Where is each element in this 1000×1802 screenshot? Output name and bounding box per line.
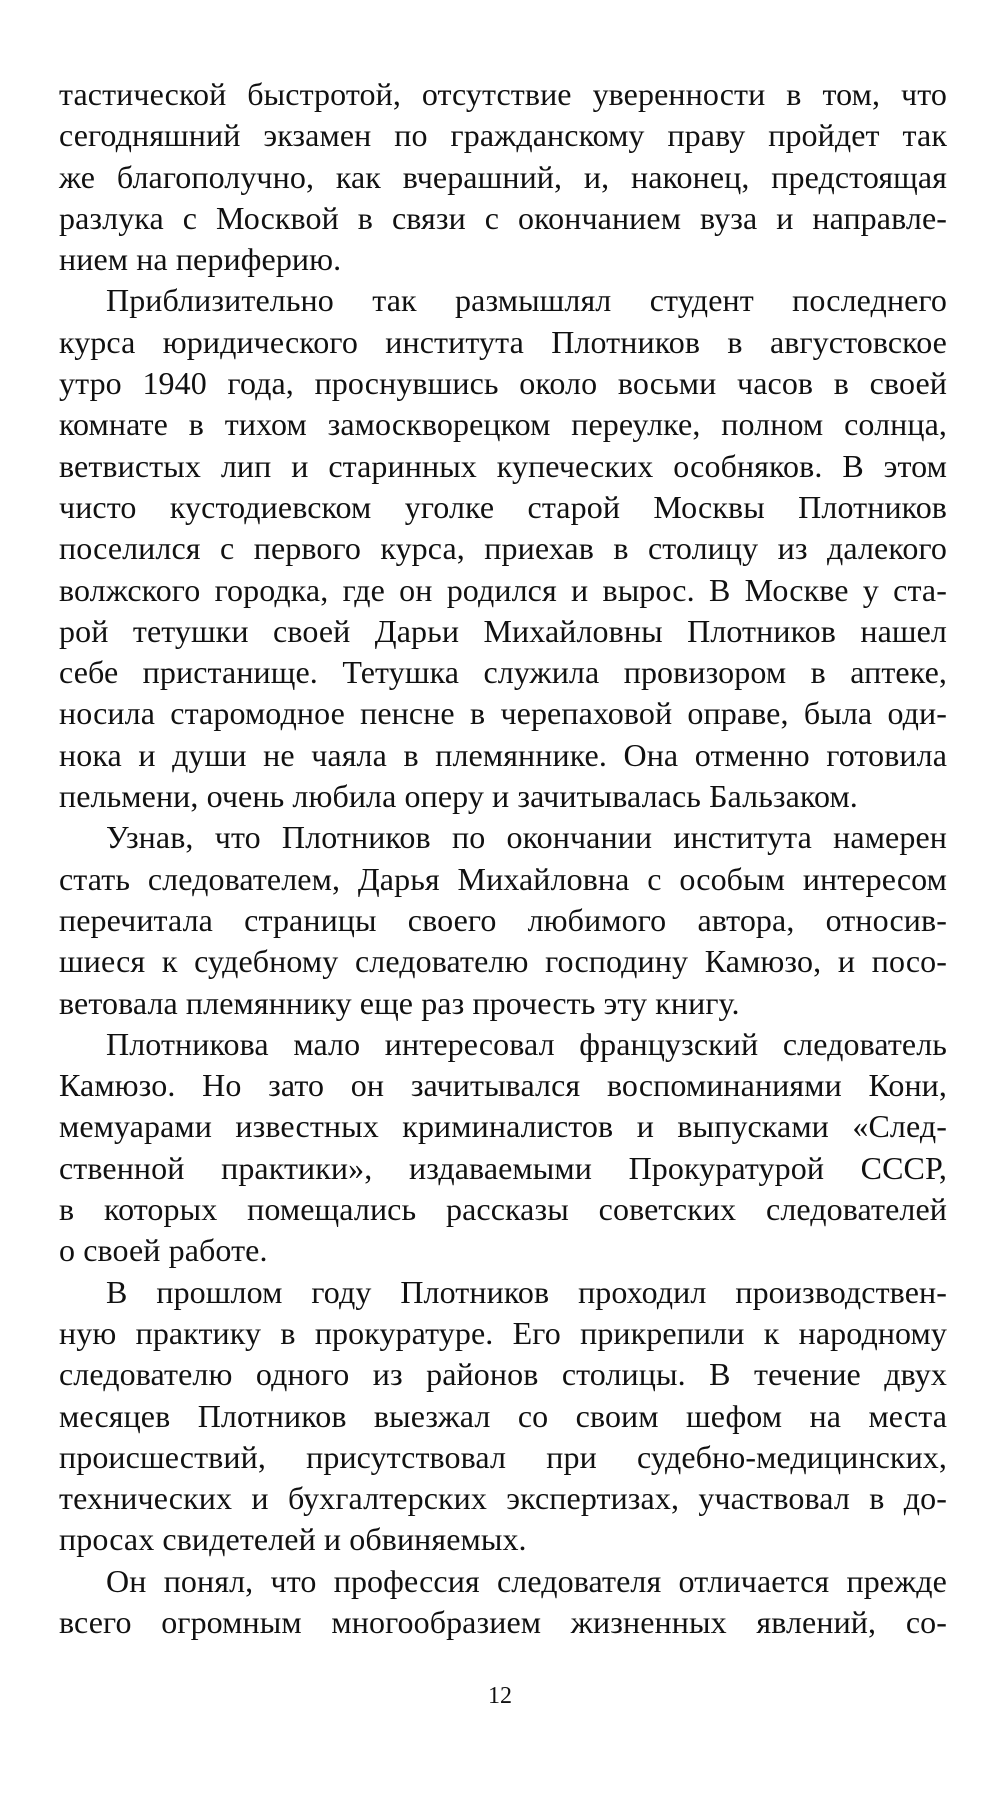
text-line: ственной практики», издаваемыми Прокуратурой СССР, [59, 1149, 947, 1186]
text-line: курса юридического института Плотников в августовское [59, 323, 947, 360]
text-line: месяцев Плотников выезжал со своим шефом на места [59, 1397, 947, 1434]
text-line: всего огромным многообразием жизненных явлений, со- [59, 1603, 947, 1640]
text-line: ветовала племяннику еще раз прочесть эту книгу. [59, 984, 740, 1021]
text-line: нием на периферию. [59, 241, 342, 278]
text-line: чисто кустодиевском уголке старой Москвы Плотников [59, 488, 947, 525]
text-line: тастической быстротой, отсутствие уверенности в том, что [59, 76, 947, 112]
text-line: нока и души не чаяла в племяннике. Она отменно готовила [59, 736, 947, 773]
text-line: о своей работе. [59, 1232, 268, 1269]
text-line: В прошлом году Плотников проходил производствен- [106, 1273, 947, 1310]
text-line: Плотникова мало интересовал французский следователь [106, 1025, 947, 1062]
text-line: ветвистых лип и старинных купеческих особняков. В этом [59, 447, 947, 484]
text-line: шиеся к судебному следователю господину Камюзо, и посо- [59, 943, 947, 980]
text-line: Камюзо. Но зато он зачитывался воспоминаниями Кони, [59, 1067, 947, 1104]
text-line: происшествий, присутствовал при судебно-медицинских, [59, 1438, 947, 1475]
text-line: следователю одного из районов столицы. В течение двух [59, 1356, 947, 1393]
text-line: просах свидетелей и обвиняемых. [59, 1521, 527, 1558]
text-line: Узнав, что Плотников по окончании института намерен [106, 819, 947, 856]
text-line: стать следователем, Дарья Михайловна с особым интересом [59, 860, 947, 897]
text-line: в которых помещались рассказы советских следователей [59, 1191, 947, 1228]
text-line: технических и бухгалтерских экспертизах, участвовал в до- [59, 1480, 947, 1517]
text-line: себе пристанище. Тетушка служила провизором в аптеке, [59, 654, 947, 691]
text-line: комнате в тихом замоскворецком переулке, полном солнца, [59, 406, 947, 443]
text-line: сегодняшний экзамен по гражданскому праву пройдет так [59, 117, 947, 154]
text-line: волжского городка, где он родился и вырос. В Москве у ста- [59, 571, 947, 608]
page-number: 12 [488, 1683, 512, 1709]
text-line: ную практику в прокуратуре. Его прикрепили к народному [59, 1314, 947, 1351]
text-line: же благополучно, как вчерашний, и, наконец, предстоящая [59, 158, 947, 195]
body-text [59, 74, 947, 1643]
text-line: перечитала страницы своего любимого автора, относив- [59, 901, 947, 938]
text-line: разлука с Москвой в связи с окончанием вуза и направле- [59, 199, 947, 236]
text-line: пельмени, очень любила оперу и зачитывалась Бальзаком. [59, 778, 858, 815]
text-line: Приблизительно так размышлял студент последнего [106, 282, 947, 319]
text-line: мемуарами известных криминалистов и выпусками «След- [59, 1108, 947, 1145]
text-line: рой тетушки своей Дарьи Михайловны Плотников нашел [59, 612, 947, 649]
text-line: поселился с первого курса, приехав в столицу из далекого [59, 530, 947, 567]
text-line: носила старомодное пенсне в черепаховой оправе, была оди- [59, 695, 947, 732]
text-line: Он понял, что профессия следователя отличается прежде [106, 1562, 947, 1599]
text-line: утро 1940 года, проснувшись около восьми часов в своей [59, 365, 947, 402]
